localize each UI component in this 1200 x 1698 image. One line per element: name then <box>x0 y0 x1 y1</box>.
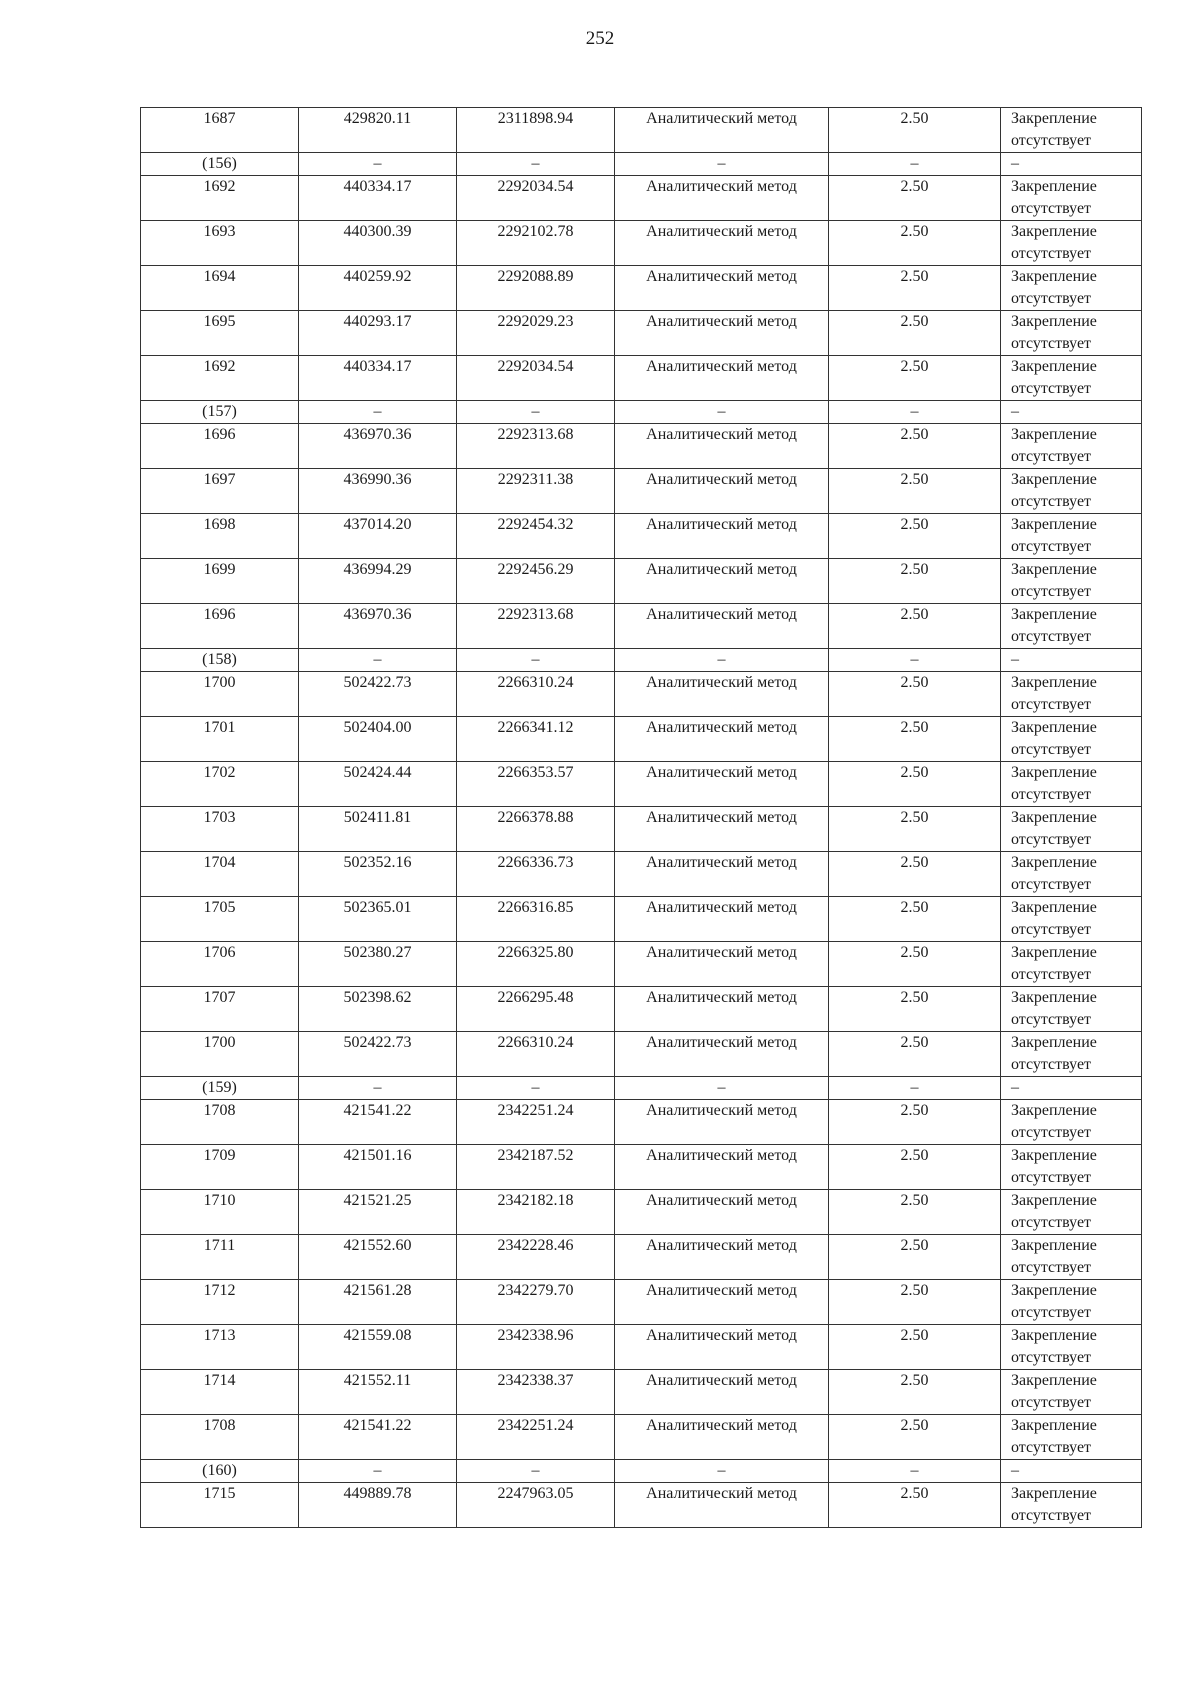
accuracy-cell: 2.50 <box>829 1325 1001 1370</box>
point-id-cell: (160) <box>141 1460 299 1483</box>
fixing-cell: Закрепление отсутствует <box>1001 672 1142 717</box>
point-id-cell: 1697 <box>141 469 299 514</box>
y-coordinate-cell: – <box>457 401 615 424</box>
point-id-cell: (159) <box>141 1077 299 1100</box>
accuracy-cell: 2.50 <box>829 1235 1001 1280</box>
y-coordinate-cell: 2266378.88 <box>457 807 615 852</box>
y-coordinate-cell: 2342187.52 <box>457 1145 615 1190</box>
point-id-cell: 1706 <box>141 942 299 987</box>
x-coordinate-cell: 436990.36 <box>299 469 457 514</box>
contour-separator-row <box>141 153 1142 176</box>
accuracy-cell: 2.50 <box>829 762 1001 807</box>
fixing-cell: Закрепление отсутствует <box>1001 942 1142 987</box>
accuracy-cell: 2.50 <box>829 604 1001 649</box>
accuracy-cell: 2.50 <box>829 311 1001 356</box>
accuracy-cell: 2.50 <box>829 717 1001 762</box>
table-row <box>141 108 1142 153</box>
fixing-cell: Закрепление отсутствует <box>1001 1100 1142 1145</box>
fixing-cell: Закрепление отсутствует <box>1001 987 1142 1032</box>
method-cell: Аналитический метод <box>615 1190 829 1235</box>
table-row <box>141 1370 1142 1415</box>
y-coordinate-cell: 2292456.29 <box>457 559 615 604</box>
y-coordinate-cell: 2292088.89 <box>457 266 615 311</box>
method-cell: Аналитический метод <box>615 469 829 514</box>
y-coordinate-cell: 2342251.24 <box>457 1415 615 1460</box>
point-id-cell: 1696 <box>141 604 299 649</box>
x-coordinate-cell: 502352.16 <box>299 852 457 897</box>
table-row <box>141 672 1142 717</box>
fixing-cell: Закрепление отсутствует <box>1001 1415 1142 1460</box>
y-coordinate-cell: 2266310.24 <box>457 672 615 717</box>
accuracy-cell: – <box>829 401 1001 424</box>
point-id-cell: 1712 <box>141 1280 299 1325</box>
fixing-cell: Закрепление отсутствует <box>1001 1032 1142 1077</box>
point-id-cell: 1695 <box>141 311 299 356</box>
table-row <box>141 852 1142 897</box>
method-cell: Аналитический метод <box>615 807 829 852</box>
fixing-cell: – <box>1001 649 1142 672</box>
x-coordinate-cell: 502398.62 <box>299 987 457 1032</box>
x-coordinate-cell: 449889.78 <box>299 1483 457 1528</box>
x-coordinate-cell: 421552.11 <box>299 1370 457 1415</box>
accuracy-cell: – <box>829 1077 1001 1100</box>
y-coordinate-cell: 2266341.12 <box>457 717 615 762</box>
table-row <box>141 1032 1142 1077</box>
fixing-cell: Закрепление отсутствует <box>1001 176 1142 221</box>
y-coordinate-cell: 2292034.54 <box>457 176 615 221</box>
table-row <box>141 424 1142 469</box>
accuracy-cell: 2.50 <box>829 1100 1001 1145</box>
y-coordinate-cell: 2266336.73 <box>457 852 615 897</box>
table-row <box>141 469 1142 514</box>
fixing-cell: – <box>1001 153 1142 176</box>
method-cell: Аналитический метод <box>615 762 829 807</box>
table-row <box>141 604 1142 649</box>
fixing-cell: Закрепление отсутствует <box>1001 559 1142 604</box>
accuracy-cell: 2.50 <box>829 1032 1001 1077</box>
accuracy-cell: 2.50 <box>829 424 1001 469</box>
x-coordinate-cell: 502422.73 <box>299 1032 457 1077</box>
fixing-cell: Закрепление отсутствует <box>1001 266 1142 311</box>
point-id-cell: 1707 <box>141 987 299 1032</box>
fixing-cell: Закрепление отсутствует <box>1001 852 1142 897</box>
fixing-cell: Закрепление отсутствует <box>1001 762 1142 807</box>
y-coordinate-cell: 2266353.57 <box>457 762 615 807</box>
accuracy-cell: 2.50 <box>829 1280 1001 1325</box>
point-id-cell: 1705 <box>141 897 299 942</box>
table-row <box>141 897 1142 942</box>
y-coordinate-cell: 2292034.54 <box>457 356 615 401</box>
method-cell: Аналитический метод <box>615 1370 829 1415</box>
y-coordinate-cell: 2292102.78 <box>457 221 615 266</box>
fixing-cell: – <box>1001 1077 1142 1100</box>
x-coordinate-cell: – <box>299 1460 457 1483</box>
method-cell: – <box>615 153 829 176</box>
table-row <box>141 942 1142 987</box>
method-cell: Аналитический метод <box>615 266 829 311</box>
fixing-cell: Закрепление отсутствует <box>1001 424 1142 469</box>
x-coordinate-cell: 440293.17 <box>299 311 457 356</box>
method-cell: Аналитический метод <box>615 1325 829 1370</box>
method-cell: Аналитический метод <box>615 221 829 266</box>
accuracy-cell: 2.50 <box>829 1370 1001 1415</box>
y-coordinate-cell: 2342279.70 <box>457 1280 615 1325</box>
method-cell: – <box>615 401 829 424</box>
x-coordinate-cell: – <box>299 1077 457 1100</box>
point-id-cell: (156) <box>141 153 299 176</box>
table-row <box>141 1483 1142 1528</box>
x-coordinate-cell: 421501.16 <box>299 1145 457 1190</box>
accuracy-cell: 2.50 <box>829 852 1001 897</box>
accuracy-cell: – <box>829 153 1001 176</box>
point-id-cell: 1693 <box>141 221 299 266</box>
x-coordinate-cell: 421541.22 <box>299 1100 457 1145</box>
point-id-cell: 1710 <box>141 1190 299 1235</box>
accuracy-cell: 2.50 <box>829 559 1001 604</box>
y-coordinate-cell: 2266325.80 <box>457 942 615 987</box>
table-row <box>141 1100 1142 1145</box>
method-cell: Аналитический метод <box>615 1100 829 1145</box>
point-id-cell: 1715 <box>141 1483 299 1528</box>
x-coordinate-cell: – <box>299 401 457 424</box>
contour-separator-row <box>141 1460 1142 1483</box>
accuracy-cell: 2.50 <box>829 469 1001 514</box>
method-cell: Аналитический метод <box>615 1280 829 1325</box>
x-coordinate-cell: 440259.92 <box>299 266 457 311</box>
fixing-cell: Закрепление отсутствует <box>1001 311 1142 356</box>
x-coordinate-cell: – <box>299 153 457 176</box>
accuracy-cell: 2.50 <box>829 672 1001 717</box>
x-coordinate-cell: 440300.39 <box>299 221 457 266</box>
method-cell: Аналитический метод <box>615 1145 829 1190</box>
accuracy-cell: 2.50 <box>829 108 1001 153</box>
fixing-cell: – <box>1001 401 1142 424</box>
x-coordinate-cell: 429820.11 <box>299 108 457 153</box>
y-coordinate-cell: 2292029.23 <box>457 311 615 356</box>
coordinates-table <box>140 107 1142 1528</box>
table-row <box>141 762 1142 807</box>
point-id-cell: 1698 <box>141 514 299 559</box>
x-coordinate-cell: 502424.44 <box>299 762 457 807</box>
fixing-cell: Закрепление отсутствует <box>1001 1483 1142 1528</box>
table-row <box>141 356 1142 401</box>
table-row <box>141 717 1142 762</box>
table-row <box>141 1325 1142 1370</box>
accuracy-cell: 2.50 <box>829 266 1001 311</box>
x-coordinate-cell: 421552.60 <box>299 1235 457 1280</box>
fixing-cell: Закрепление отсутствует <box>1001 1145 1142 1190</box>
x-coordinate-cell: 502422.73 <box>299 672 457 717</box>
fixing-cell: Закрепление отсутствует <box>1001 604 1142 649</box>
x-coordinate-cell: 437014.20 <box>299 514 457 559</box>
accuracy-cell: – <box>829 1460 1001 1483</box>
method-cell: Аналитический метод <box>615 852 829 897</box>
y-coordinate-cell: 2342251.24 <box>457 1100 615 1145</box>
y-coordinate-cell: – <box>457 649 615 672</box>
table-row <box>141 514 1142 559</box>
x-coordinate-cell: 436970.36 <box>299 604 457 649</box>
x-coordinate-cell: 421541.22 <box>299 1415 457 1460</box>
fixing-cell: Закрепление отсутствует <box>1001 717 1142 762</box>
table-row <box>141 176 1142 221</box>
method-cell: Аналитический метод <box>615 672 829 717</box>
page-number: 252 <box>585 28 615 49</box>
point-id-cell: 1709 <box>141 1145 299 1190</box>
accuracy-cell: – <box>829 649 1001 672</box>
point-id-cell: (158) <box>141 649 299 672</box>
point-id-cell: 1696 <box>141 424 299 469</box>
y-coordinate-cell: 2342182.18 <box>457 1190 615 1235</box>
method-cell: Аналитический метод <box>615 717 829 762</box>
x-coordinate-cell: – <box>299 649 457 672</box>
method-cell: – <box>615 1077 829 1100</box>
y-coordinate-cell: – <box>457 1460 615 1483</box>
y-coordinate-cell: 2247963.05 <box>457 1483 615 1528</box>
x-coordinate-cell: 421561.28 <box>299 1280 457 1325</box>
fixing-cell: Закрепление отсутствует <box>1001 897 1142 942</box>
contour-separator-row <box>141 401 1142 424</box>
method-cell: Аналитический метод <box>615 942 829 987</box>
y-coordinate-cell: – <box>457 1077 615 1100</box>
accuracy-cell: 2.50 <box>829 514 1001 559</box>
point-id-cell: 1708 <box>141 1100 299 1145</box>
x-coordinate-cell: 502404.00 <box>299 717 457 762</box>
fixing-cell: Закрепление отсутствует <box>1001 514 1142 559</box>
point-id-cell: 1703 <box>141 807 299 852</box>
y-coordinate-cell: 2292313.68 <box>457 604 615 649</box>
fixing-cell: Закрепление отсутствует <box>1001 1370 1142 1415</box>
point-id-cell: 1711 <box>141 1235 299 1280</box>
y-coordinate-cell: 2266295.48 <box>457 987 615 1032</box>
fixing-cell: Закрепление отсутствует <box>1001 221 1142 266</box>
method-cell: – <box>615 1460 829 1483</box>
coordinates-table-body <box>141 108 1142 1528</box>
accuracy-cell: 2.50 <box>829 897 1001 942</box>
fixing-cell: Закрепление отсутствует <box>1001 1190 1142 1235</box>
y-coordinate-cell: 2292311.38 <box>457 469 615 514</box>
x-coordinate-cell: 502365.01 <box>299 897 457 942</box>
accuracy-cell: 2.50 <box>829 176 1001 221</box>
accuracy-cell: 2.50 <box>829 987 1001 1032</box>
table-row <box>141 807 1142 852</box>
accuracy-cell: 2.50 <box>829 221 1001 266</box>
method-cell: Аналитический метод <box>615 1235 829 1280</box>
fixing-cell: Закрепление отсутствует <box>1001 1235 1142 1280</box>
x-coordinate-cell: 502411.81 <box>299 807 457 852</box>
accuracy-cell: 2.50 <box>829 807 1001 852</box>
point-id-cell: 1702 <box>141 762 299 807</box>
table-row <box>141 1280 1142 1325</box>
point-id-cell: 1687 <box>141 108 299 153</box>
y-coordinate-cell: 2342338.37 <box>457 1370 615 1415</box>
y-coordinate-cell: 2292313.68 <box>457 424 615 469</box>
x-coordinate-cell: 421521.25 <box>299 1190 457 1235</box>
fixing-cell: Закрепление отсутствует <box>1001 356 1142 401</box>
method-cell: Аналитический метод <box>615 424 829 469</box>
method-cell: Аналитический метод <box>615 356 829 401</box>
method-cell: Аналитический метод <box>615 1415 829 1460</box>
table-row <box>141 1190 1142 1235</box>
method-cell: Аналитический метод <box>615 176 829 221</box>
x-coordinate-cell: 440334.17 <box>299 356 457 401</box>
fixing-cell: Закрепление отсутствует <box>1001 1325 1142 1370</box>
point-id-cell: 1694 <box>141 266 299 311</box>
fixing-cell: Закрепление отсутствует <box>1001 469 1142 514</box>
table-row <box>141 1415 1142 1460</box>
fixing-cell: Закрепление отсутствует <box>1001 807 1142 852</box>
y-coordinate-cell: 2311898.94 <box>457 108 615 153</box>
method-cell: Аналитический метод <box>615 1032 829 1077</box>
table-row <box>141 266 1142 311</box>
method-cell: Аналитический метод <box>615 897 829 942</box>
accuracy-cell: 2.50 <box>829 1415 1001 1460</box>
accuracy-cell: 2.50 <box>829 1483 1001 1528</box>
point-id-cell: 1692 <box>141 176 299 221</box>
point-id-cell: 1713 <box>141 1325 299 1370</box>
fixing-cell: – <box>1001 1460 1142 1483</box>
contour-separator-row <box>141 1077 1142 1100</box>
method-cell: Аналитический метод <box>615 604 829 649</box>
method-cell: Аналитический метод <box>615 108 829 153</box>
method-cell: Аналитический метод <box>615 1483 829 1528</box>
accuracy-cell: 2.50 <box>829 1190 1001 1235</box>
x-coordinate-cell: 502380.27 <box>299 942 457 987</box>
point-id-cell: 1708 <box>141 1415 299 1460</box>
y-coordinate-cell: – <box>457 153 615 176</box>
accuracy-cell: 2.50 <box>829 356 1001 401</box>
point-id-cell: 1701 <box>141 717 299 762</box>
method-cell: Аналитический метод <box>615 559 829 604</box>
table-row <box>141 221 1142 266</box>
accuracy-cell: 2.50 <box>829 942 1001 987</box>
point-id-cell: (157) <box>141 401 299 424</box>
y-coordinate-cell: 2266316.85 <box>457 897 615 942</box>
x-coordinate-cell: 440334.17 <box>299 176 457 221</box>
fixing-cell: Закрепление отсутствует <box>1001 1280 1142 1325</box>
point-id-cell: 1692 <box>141 356 299 401</box>
method-cell: Аналитический метод <box>615 311 829 356</box>
table-row <box>141 311 1142 356</box>
method-cell: Аналитический метод <box>615 987 829 1032</box>
y-coordinate-cell: 2342338.96 <box>457 1325 615 1370</box>
y-coordinate-cell: 2342228.46 <box>457 1235 615 1280</box>
point-id-cell: 1700 <box>141 1032 299 1077</box>
y-coordinate-cell: 2292454.32 <box>457 514 615 559</box>
x-coordinate-cell: 436970.36 <box>299 424 457 469</box>
y-coordinate-cell: 2266310.24 <box>457 1032 615 1077</box>
table-row <box>141 1145 1142 1190</box>
table-row <box>141 987 1142 1032</box>
method-cell: Аналитический метод <box>615 514 829 559</box>
accuracy-cell: 2.50 <box>829 1145 1001 1190</box>
x-coordinate-cell: 436994.29 <box>299 559 457 604</box>
x-coordinate-cell: 421559.08 <box>299 1325 457 1370</box>
point-id-cell: 1704 <box>141 852 299 897</box>
point-id-cell: 1714 <box>141 1370 299 1415</box>
table-row <box>141 1235 1142 1280</box>
fixing-cell: Закрепление отсутствует <box>1001 108 1142 153</box>
contour-separator-row <box>141 649 1142 672</box>
point-id-cell: 1700 <box>141 672 299 717</box>
point-id-cell: 1699 <box>141 559 299 604</box>
method-cell: – <box>615 649 829 672</box>
table-row <box>141 559 1142 604</box>
